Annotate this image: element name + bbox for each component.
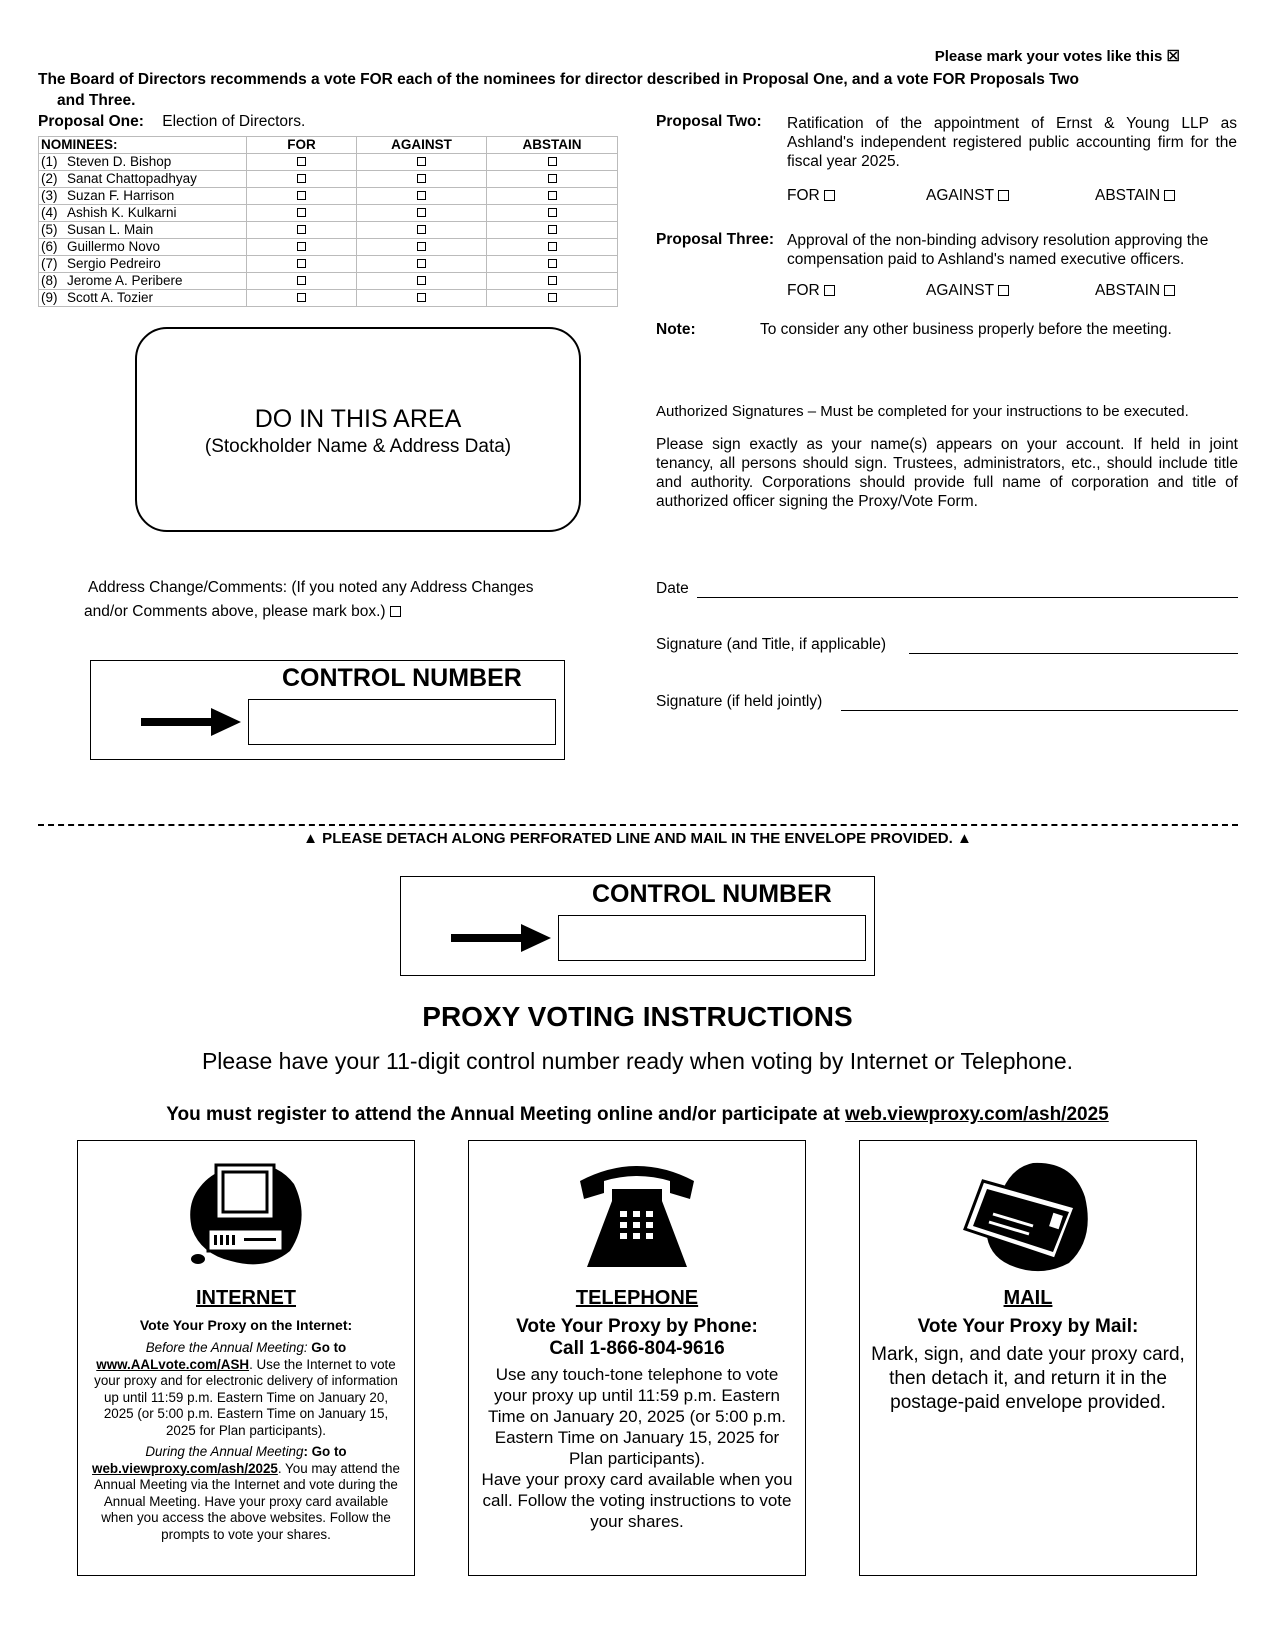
nominee-number: (7) <box>41 256 58 271</box>
nominee-abstain-cell <box>487 239 618 256</box>
nominee-abstain-checkbox[interactable] <box>548 157 557 166</box>
nominee-against-cell <box>357 239 487 256</box>
nominee-number: (6) <box>41 239 58 254</box>
nominee-for-checkbox[interactable] <box>297 259 306 268</box>
nominee-for-cell <box>247 205 357 222</box>
nominee-against-cell <box>357 205 487 222</box>
checkbox-icon[interactable] <box>1164 285 1175 296</box>
go-to-text: Go to <box>311 1340 347 1355</box>
board-rec-line2: and Three. <box>57 92 136 109</box>
perforated-line <box>38 824 1238 826</box>
nominee-abstain-checkbox[interactable] <box>548 174 557 183</box>
col-nominees: NOMINEES: <box>39 137 247 154</box>
nominee-against-checkbox[interactable] <box>417 208 426 217</box>
nominee-name-cell <box>39 222 247 239</box>
nominee-name: Sergio Pedreiro <box>67 256 161 271</box>
nominee-abstain-checkbox[interactable] <box>548 259 557 268</box>
board-rec-line1: The Board of Directors recommends a vote FOR each of the nominees for director described in Proposal One, and a vote FOR Proposals Two <box>38 71 1080 88</box>
control-number-box-bottom <box>400 876 875 976</box>
aalvote-link[interactable]: www.AALvote.com/ASH <box>96 1356 250 1372</box>
nominee-abstain-checkbox[interactable] <box>548 276 557 285</box>
nominee-for-cell <box>247 256 357 273</box>
detach-instruction: ▲ PLEASE DETACH ALONG PERFORATED LINE AND MAIL IN THE ENVELOPE PROVIDED. ▲ <box>303 830 972 847</box>
signature-label: Signature (and Title, if applicable) <box>656 636 887 653</box>
internet-during-text: . You may attend the Annual Meeting via the Internet and vote during the Annual Meeting. Have your proxy card available when you access the above websites. Follow the prompts to vote your shares. <box>94 1460 400 1542</box>
address-change-checkbox[interactable] <box>390 606 401 617</box>
telephone-text2: Have your proxy card available when you call. Follow the voting instructions to vote your shares. <box>481 1470 793 1531</box>
control-number-label-bottom: CONTROL NUMBER <box>592 880 832 908</box>
nominee-for-checkbox[interactable] <box>297 208 306 217</box>
nominee-against-checkbox[interactable] <box>417 242 426 251</box>
signature-instructions: Please sign exactly as your name(s) appears on your account. If held in joint tenancy, all persons should sign. Trustees, administrators, etc., should include title and authority. Corporations should provide full name of corporation and title of authorized officer signing the Proxy/Vote Form. <box>656 436 1238 510</box>
register-line <box>0 1104 1275 1126</box>
mail-envelope-icon <box>963 1159 1093 1274</box>
proposal-two-text: Ratification of the appointment of Ernst & Young LLP as Ashland's independent registered public accounting firm for the fiscal year 2025. <box>787 115 1237 170</box>
nominee-number: (1) <box>41 154 58 169</box>
proposal-three-options <box>787 282 1237 302</box>
nominee-abstain-cell <box>487 154 618 171</box>
mark-votes-instruction <box>935 47 1180 65</box>
mail-method-box <box>859 1140 1197 1576</box>
nominee-row <box>39 205 618 222</box>
checkbox-icon[interactable] <box>824 190 835 201</box>
nominee-against-cell <box>357 290 487 307</box>
nominee-row <box>39 188 618 205</box>
nominee-against-checkbox[interactable] <box>417 191 426 200</box>
proposal-three-for[interactable] <box>787 282 835 300</box>
date-label: Date <box>656 580 689 597</box>
control-number-box-top <box>90 660 565 760</box>
proposal-one-text: Election of Directors. <box>162 113 306 130</box>
nominee-name: Ashish K. Kulkarni <box>67 205 177 220</box>
proposal-three-text: Approval of the non-binding advisory resolution approving the compensation paid to Ashland's named executive officers. <box>787 232 1209 268</box>
telephone-icon <box>572 1159 702 1274</box>
checkbox-icon[interactable] <box>824 285 835 296</box>
mark-votes-text: Please mark your votes like this <box>934 48 1163 65</box>
proposal-two-for[interactable] <box>787 187 835 205</box>
proposal-one-heading <box>38 113 305 131</box>
nominee-number: (4) <box>41 205 58 220</box>
signature-line[interactable] <box>909 653 1238 654</box>
control-number-field-bottom[interactable] <box>558 915 866 961</box>
nominee-row <box>39 256 618 273</box>
instructions-subtitle: Please have your 11-digit control number ready when voting by Internet or Telephone. <box>201 1048 1074 1074</box>
address-area-subtitle: (Stockholder Name & Address Data) <box>204 436 512 457</box>
note-text: To consider any other business properly before the meeting. <box>760 321 1172 338</box>
proposal-three-for-label: FOR <box>787 282 820 299</box>
computer-icon <box>186 1159 306 1274</box>
telephone-heading: Vote Your Proxy by Phone: <box>516 1316 758 1337</box>
nominee-abstain-checkbox[interactable] <box>548 191 557 200</box>
checked-box-icon: ☒ <box>1166 48 1180 65</box>
nominee-against-checkbox[interactable] <box>417 293 426 302</box>
internet-title: INTERNET <box>196 1287 296 1309</box>
col-against: AGAINST <box>357 137 487 154</box>
nominee-row <box>39 171 618 188</box>
telephone-title: TELEPHONE <box>575 1287 699 1309</box>
nominee-name: Susan L. Main <box>67 222 154 237</box>
proposal-three-abstain[interactable] <box>1095 282 1175 300</box>
internet-before <box>88 1340 404 1439</box>
instructions-title: PROXY VOTING INSTRUCTIONS <box>422 1001 853 1032</box>
nominee-for-cell <box>247 188 357 205</box>
nominee-against-cell <box>357 171 487 188</box>
internet-during <box>88 1444 404 1543</box>
address-area-title: DO IN THIS AREA <box>254 405 462 433</box>
nominee-against-cell <box>357 154 487 171</box>
proposal-two-label: Proposal Two: <box>656 113 762 130</box>
nominee-abstain-cell <box>487 205 618 222</box>
proposal-two-abstain[interactable] <box>1095 187 1175 205</box>
nominee-name: Suzan F. Harrison <box>67 188 175 203</box>
nominee-for-checkbox[interactable] <box>297 225 306 234</box>
nominee-for-cell <box>247 171 357 188</box>
address-change-line2: and/or Comments above, please mark box.) <box>84 603 386 620</box>
board-recommendation <box>38 69 1238 111</box>
nominee-row <box>39 290 618 307</box>
telephone-text1: Use any touch-tone telephone to vote your proxy up until 11:59 p.m. Eastern Time on January 20, 2025 (or 5:00 p.m. Eastern Time on January 15, 2025 for Plan participants). <box>488 1365 786 1468</box>
proposal-two-for-label: FOR <box>787 187 820 204</box>
internet-method-box <box>77 1140 415 1576</box>
checkbox-icon[interactable] <box>998 190 1009 201</box>
nominee-against-cell <box>357 273 487 290</box>
nominee-for-checkbox[interactable] <box>297 242 306 251</box>
control-number-field-top[interactable] <box>248 699 556 745</box>
nominee-number: (5) <box>41 222 58 237</box>
nominee-for-cell <box>247 273 357 290</box>
nominee-abstain-checkbox[interactable] <box>548 208 557 217</box>
nominee-abstain-cell <box>487 188 618 205</box>
proposal-one-label: Proposal One: <box>38 113 144 130</box>
nominee-number: (9) <box>41 290 58 305</box>
note-label: Note: <box>656 321 696 338</box>
register-text: You must register to attend the Annual Meeting online and/or participate at <box>166 1104 846 1125</box>
nominee-for-checkbox[interactable] <box>297 191 306 200</box>
arrow-right-icon <box>451 924 551 952</box>
nominee-for-cell <box>247 154 357 171</box>
nominee-name: Steven D. Bishop <box>67 154 172 169</box>
nominee-name-cell <box>39 273 247 290</box>
nominee-against-checkbox[interactable] <box>417 276 426 285</box>
mail-heading: Vote Your Proxy by Mail: <box>917 1316 1139 1337</box>
date-line[interactable] <box>697 597 1238 598</box>
nominee-name-cell <box>39 256 247 273</box>
address-change-line1: Address Change/Comments: (If you noted any Address Changes <box>88 579 534 596</box>
nominee-name: Scott A. Tozier <box>67 290 154 305</box>
nominee-row <box>39 273 618 290</box>
checkbox-icon[interactable] <box>1164 190 1175 201</box>
nominee-for-checkbox[interactable] <box>297 157 306 166</box>
internet-during-label: During the Annual Meeting <box>145 1444 304 1459</box>
internet-before-text: . Use the Internet to vote your proxy and for electronic delivery of information up until 11:59 p.m. Eastern Time on January 20, 2025 (or 5:00 p.m. Eastern Time on January 15, 2025 for Plan participants). <box>94 1356 398 1438</box>
nominee-for-cell <box>247 222 357 239</box>
proposal-two-against[interactable] <box>926 187 1009 205</box>
nominee-against-checkbox[interactable] <box>417 174 426 183</box>
nominee-row <box>39 239 618 256</box>
stockholder-address-area <box>135 327 581 532</box>
nominee-name-cell <box>39 205 247 222</box>
internet-heading: Vote Your Proxy on the Internet: <box>139 1317 353 1333</box>
nominee-against-checkbox[interactable] <box>417 157 426 166</box>
nominee-abstain-cell <box>487 290 618 307</box>
internet-before-label: Before the Annual Meeting: <box>145 1340 308 1355</box>
nominee-against-cell <box>357 256 487 273</box>
nominee-row <box>39 154 618 171</box>
proposal-two-options <box>787 187 1237 207</box>
mail-title: MAIL <box>1003 1287 1053 1309</box>
nominee-against-checkbox[interactable] <box>417 225 426 234</box>
register-link[interactable]: web.viewproxy.com/ash/2025 <box>845 1104 1109 1125</box>
checkbox-icon[interactable] <box>998 285 1009 296</box>
nominee-abstain-checkbox[interactable] <box>548 242 557 251</box>
nominee-abstain-cell <box>487 273 618 290</box>
nominee-abstain-cell <box>487 256 618 273</box>
nominee-abstain-cell <box>487 222 618 239</box>
nominee-name: Guillermo Novo <box>67 239 161 254</box>
go-to-text: : Go to <box>303 1444 347 1459</box>
mail-text: Mark, sign, and date your proxy card, then detach it, and return it in the postage-paid envelope provided. <box>871 1344 1185 1413</box>
nominee-number: (8) <box>41 273 58 288</box>
proposal-two-against-label: AGAINST <box>926 187 994 204</box>
nominee-abstain-cell <box>487 171 618 188</box>
nominee-for-checkbox[interactable] <box>297 276 306 285</box>
proposal-three-abstain-label: ABSTAIN <box>1095 282 1161 299</box>
proposal-three-against[interactable] <box>926 282 1009 300</box>
nominee-row <box>39 222 618 239</box>
nominee-against-checkbox[interactable] <box>417 259 426 268</box>
nominee-name-cell <box>39 239 247 256</box>
col-for: FOR <box>247 137 357 154</box>
nominee-against-cell <box>357 222 487 239</box>
nominee-for-cell <box>247 290 357 307</box>
nominee-name: Sanat Chattopadhyay <box>67 171 197 186</box>
nominee-for-checkbox[interactable] <box>297 174 306 183</box>
nominee-number: (3) <box>41 188 58 203</box>
nominee-for-checkbox[interactable] <box>297 293 306 302</box>
nominee-name-cell <box>39 171 247 188</box>
arrow-right-icon <box>141 708 241 736</box>
telephone-method-box <box>468 1140 806 1576</box>
nominee-name-cell <box>39 290 247 307</box>
nominee-abstain-checkbox[interactable] <box>548 293 557 302</box>
nominee-name: Jerome A. Peribere <box>67 273 183 288</box>
address-change-section <box>84 576 533 624</box>
telephone-number[interactable]: Call 1-866-804-9616 <box>549 1338 725 1359</box>
nominees-table <box>38 136 618 307</box>
nominee-name-cell <box>39 154 247 171</box>
nominee-against-cell <box>357 188 487 205</box>
proposal-three-against-label: AGAINST <box>926 282 994 299</box>
joint-signature-label: Signature (if held jointly) <box>656 693 823 710</box>
viewproxy-link[interactable]: web.viewproxy.com/ash/2025 <box>92 1460 278 1476</box>
joint-signature-line[interactable] <box>841 710 1238 711</box>
nominee-number: (2) <box>41 171 58 186</box>
nominees-header-row <box>39 137 618 154</box>
proposal-three-label: Proposal Three: <box>656 231 774 248</box>
nominee-for-cell <box>247 239 357 256</box>
nominee-abstain-checkbox[interactable] <box>548 225 557 234</box>
authorized-signatures-text: Authorized Signatures – Must be completed for your instructions to be executed. <box>656 403 1189 420</box>
proposal-two-abstain-label: ABSTAIN <box>1095 187 1161 204</box>
col-abstain: ABSTAIN <box>487 137 618 154</box>
nominee-name-cell <box>39 188 247 205</box>
control-number-label-top: CONTROL NUMBER <box>282 664 522 692</box>
